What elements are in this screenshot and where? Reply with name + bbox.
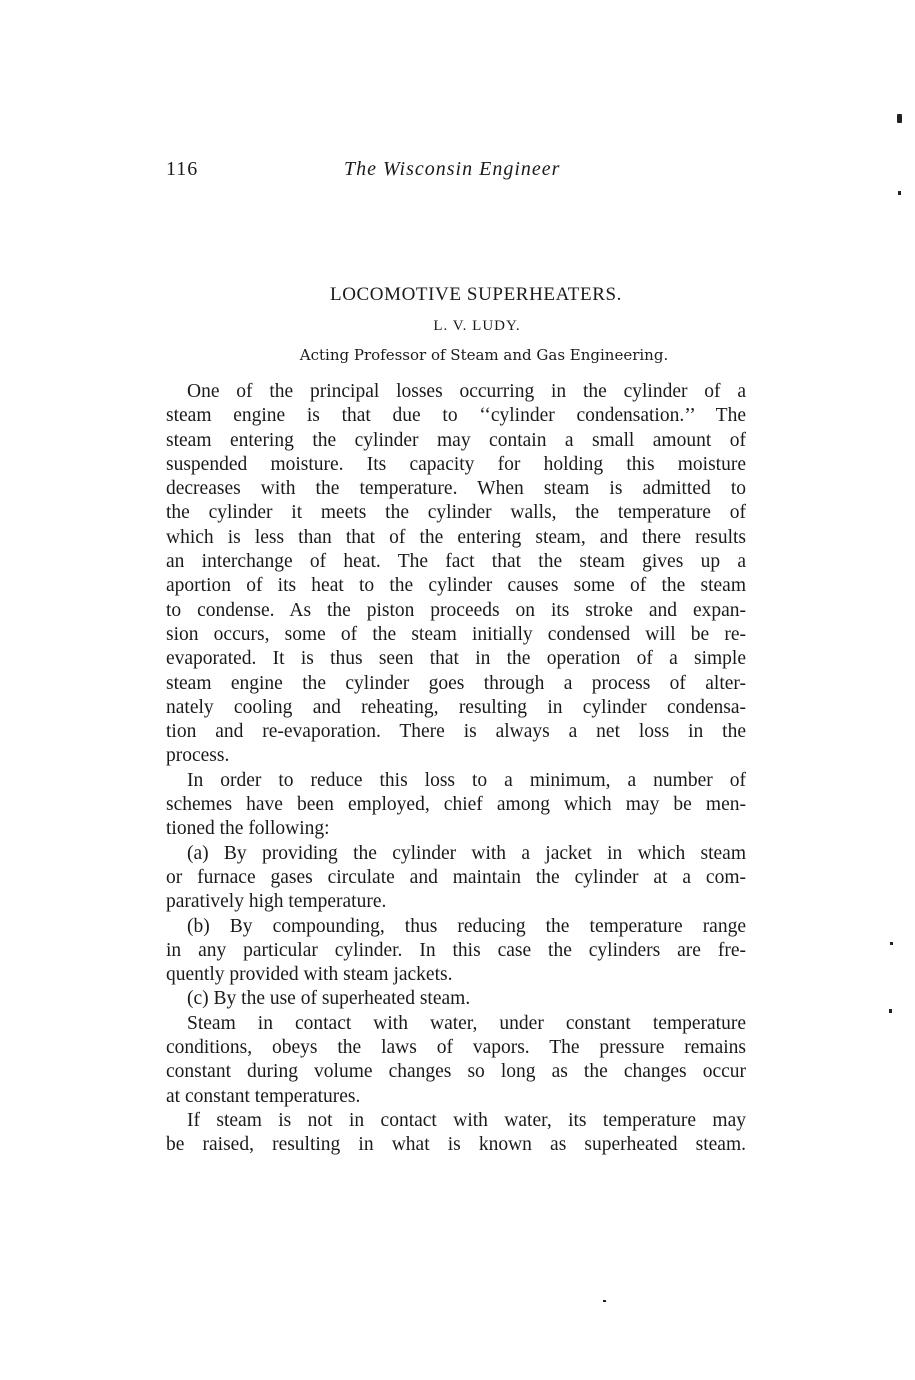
body-line: at constant temperatures. — [166, 1085, 361, 1107]
scan-speck — [603, 1300, 606, 1302]
journal-title: The Wisconsin Engineer — [344, 158, 561, 180]
body-line: paratively high temperature. — [166, 891, 387, 913]
author-name: L. V. LUDY. — [433, 318, 521, 334]
scan-speck — [897, 114, 902, 123]
article-title: LOCOMOTIVE SUPERHEATERS. — [329, 284, 623, 305]
body-line: conditions, obeys the laws of vapors. The pressure remains — [166, 1037, 746, 1059]
body-line: an interchange of heat. The fact that the steam gives up a — [166, 551, 746, 573]
body-line: If steam is not in contact with water, its temperature may — [187, 1109, 746, 1131]
body-line: In order to reduce this loss to a minimum, a number of — [187, 769, 746, 791]
body-line: (a) By providing the cylinder with a jacket in which steam — [187, 842, 746, 864]
body-line: decreases with the temperature. When steam is admitted to — [166, 478, 746, 500]
body-line: steam entering the cylinder may contain a small amount of — [166, 429, 746, 451]
body-line: Steam in contact with water, under constant temperature — [187, 1012, 746, 1034]
body-line: suspended moisture. Its capacity for holding this moisture — [166, 453, 746, 475]
body-line: steam engine is that due to ‘‘cylinder condensation.’’ The — [166, 405, 746, 427]
body-line: which is less than that of the entering steam, and there results — [166, 526, 746, 548]
body-line: in any particular cylinder. In this case the cylinders are fre- — [166, 939, 746, 961]
body-line: (b) By compounding, thus reducing the temperature range — [187, 915, 746, 937]
body-line: steam engine the cylinder goes through a process of alter- — [166, 672, 746, 694]
body-line: tioned the following: — [166, 818, 330, 840]
scan-speck — [890, 942, 893, 945]
body-line: to condense. As the piston proceeds on its stroke and expan- — [166, 599, 746, 621]
body-line: One of the principal losses occurring in the cylinder of a — [187, 381, 746, 402]
body-line: evaporated. It is thus seen that in the operation of a simple — [166, 648, 746, 670]
scan-speck — [898, 191, 901, 195]
body-line: the cylinder it meets the cylinder walls, the temperature of — [166, 502, 746, 524]
body-line: aportion of its heat to the cylinder causes some of the steam — [166, 575, 746, 597]
body-line: process. — [166, 745, 230, 767]
page-number: 116 — [166, 158, 199, 180]
body-line: be raised, resulting in what is known as superheated steam. — [166, 1134, 746, 1156]
body-line: nately cooling and reheating, resulting in cylinder condensa- — [166, 696, 746, 718]
body-line: schemes have been employed, chief among which may be men- — [166, 794, 746, 816]
body-line: sion occurs, some of the steam initially condensed will be re- — [166, 623, 746, 645]
running-head — [166, 158, 586, 186]
body-line: tion and re-evaporation. There is always a net loss in the — [166, 721, 746, 743]
body-line: quently provided with steam jackets. — [166, 964, 453, 986]
article-body — [166, 380, 746, 1158]
body-line: (c) By the use of superheated steam. — [187, 988, 471, 1010]
author-affiliation: Acting Professor of Steam and Gas Engineering. — [299, 346, 669, 364]
body-line: or furnace gases circulate and maintain the cylinder at a com- — [166, 866, 746, 888]
scan-speck — [889, 1009, 892, 1013]
body-line: constant during volume changes so long as the changes occur — [166, 1061, 746, 1083]
